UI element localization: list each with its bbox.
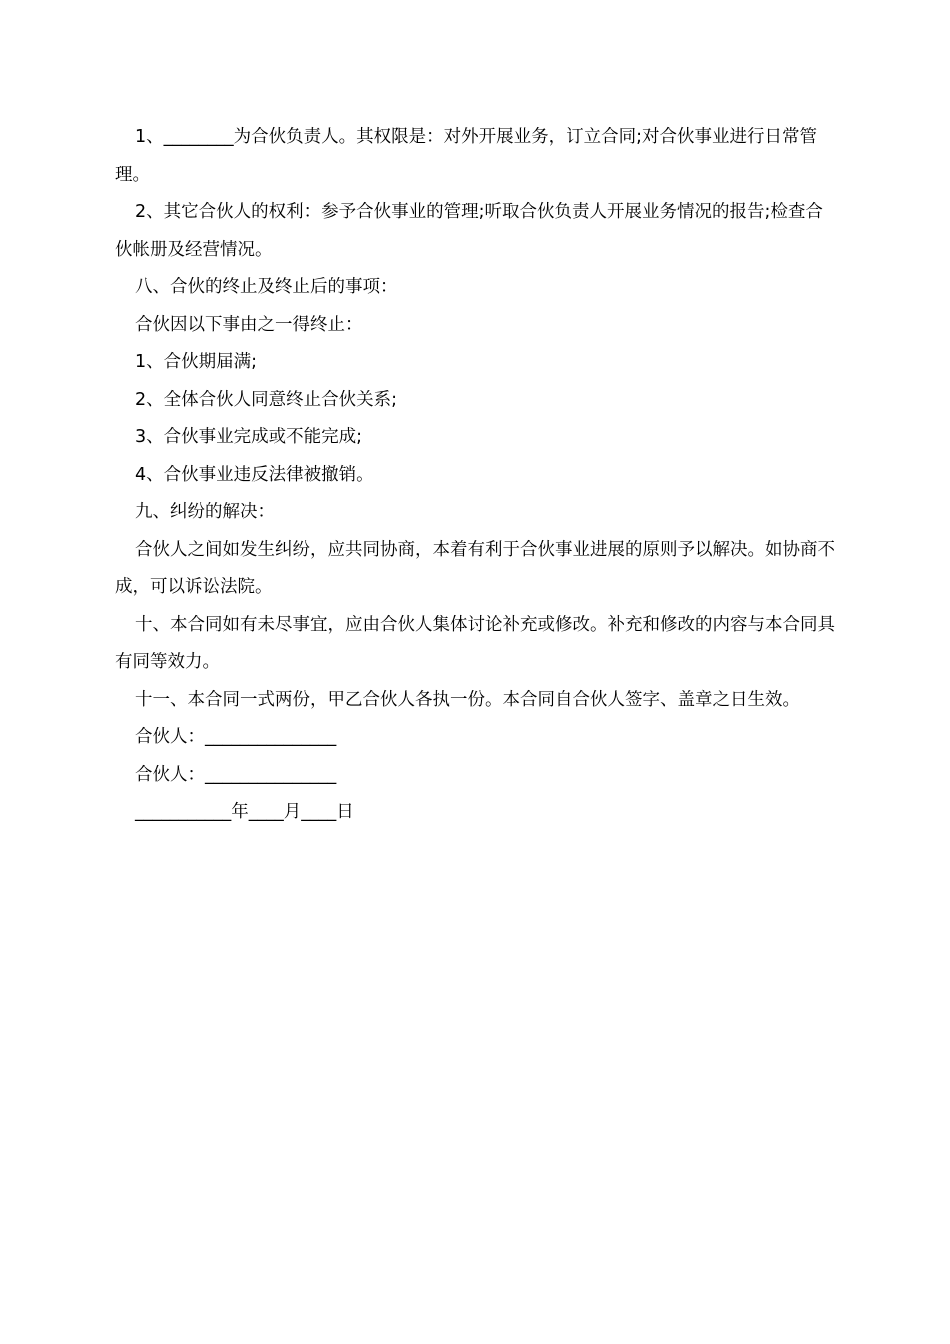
section-8-heading: 八、合伙的终止及终止后的事项： (135, 277, 398, 297)
termination-item-1: 1、合伙期届满; (135, 352, 258, 372)
termination-item-4: 4、合伙事业违反法律被撤销。 (135, 464, 374, 485)
section-10-amendments: 十、本合同如有未尽事宜，应由合伙人集体讨论补充或修改。补充和修改的内容与本合同具有同等效力。 (115, 614, 835, 672)
clause-1-responsible-partner: 1、________为合伙负责人。其权限是：对外开展业务，订立合同;对合伙事业进行日常管理。 (115, 127, 818, 185)
dispute-resolution: 合伙人之间如发生纠纷，应共同协商，本着有利于合伙事业进展的原则予以解决。如协商不成，可以诉讼法院。 (115, 539, 835, 597)
signing-date-line: ___________年____月____日 (135, 802, 354, 822)
partner-signature-2: 合伙人：_______________ (135, 764, 337, 785)
termination-intro: 合伙因以下事由之一得终止： (135, 314, 363, 335)
termination-item-2: 2、全体合伙人同意终止合伙关系; (135, 389, 398, 410)
clause-2-partner-rights: 2、其它合伙人的权利：参予合伙事业的管理;听取合伙负责人开展业务情况的报告;检查合伙帐册及经营情况。 (115, 202, 823, 260)
section-9-heading: 九、纠纷的解决： (135, 502, 275, 522)
partner-signature-1: 合伙人：_______________ (135, 727, 337, 747)
section-11-copies: 十一、本合同一式两份，甲乙合伙人各执一份。本合同自合伙人签字、盖章之日生效。 (135, 689, 800, 710)
termination-item-3: 3、合伙事业完成或不能完成; (135, 427, 363, 447)
document-body (115, 119, 835, 832)
